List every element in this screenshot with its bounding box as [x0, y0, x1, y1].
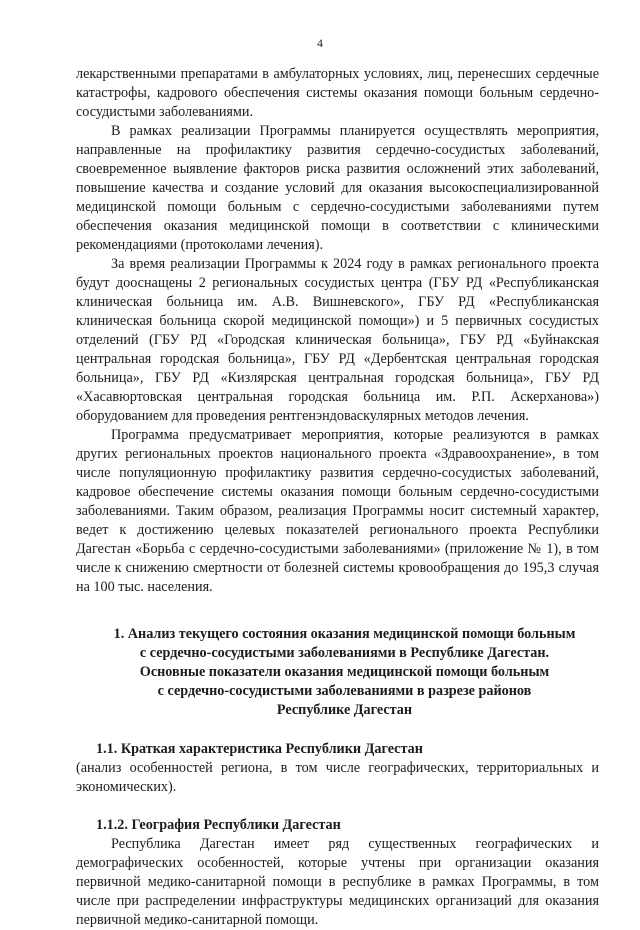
section-1-heading	[76, 625, 599, 720]
paragraph-program-regional-projects: Программа предусматривает мероприятия, которые реализуются в рамках других региональных проектов национального проекта «Здравоохранение», в том числе популяционную профилактику развития сердечно-сосудистых заболеваний, кадровое обеспечение системы оказания помощи больным сердечно-сосудистыми заболеваниями. Таким образом, реализация Программы носит системный характер, ведет к достижению целевых показателей регионального проекта Республики Дагестан «Борьба с сердечно-сосудистыми заболеваниями» (приложение № 1), в том числе к снижению смертности от болезней системы кровообращения до 195,3 случая на 100 тыс. населения.	[76, 427, 599, 595]
section-1-title-line-5: Республике Дагестан	[276, 702, 413, 718]
paragraph-program-measures: В рамках реализации Программы планируется осуществлять мероприятия, направленные на профилактику развития сердечно-сосудистых заболеваний, своевременное выявление факторов риска развития осложнений этих заболеваний, повышение качества и создание условий для оказания высокоспециализированной медицинской помощи больным с сердечно-сосудистыми заболеваниями путем обеспечения оказания медицинской помощи в соответствии с клиническими рекомендациями (протоколами лечения).	[76, 123, 599, 253]
section-1-title-line-3: Основные показатели оказания медицинской помощи больным	[139, 664, 550, 680]
section-1-title-line-1: 1. Анализ текущего состояния оказания медицинской помощи больным	[113, 626, 576, 642]
document-body	[76, 65, 599, 930]
subsection-1-1-2-text: Республика Дагестан имеет ряд существенных географических и демографических особенностей, которые учтены при организации оказания первичной медико-санитарной помощи в республике в рамках Программы, в том числе при распределении инфраструктуры медицинских организаций для оказания первичной медико-санитарной помощи.	[76, 836, 599, 928]
subsection-1-1-2-heading: 1.1.2. География Республики Дагестан	[96, 817, 341, 833]
paragraph-continuation: лекарственными препаратами в амбулаторных условиях, лиц, перенесших сердечные катастрофы, кадрового обеспечения системы оказания помощи больным сердечно-сосудистыми заболеваниями.	[76, 66, 599, 120]
section-1-title-line-4: с сердечно-сосудистыми заболеваниями в разрезе районов	[157, 683, 532, 699]
paragraph-vascular-centers: За время реализации Программы к 2024 году в рамках регионального проекта будут дооснащены 2 региональных сосудистых центра (ГБУ РД «Республиканская клиническая больница им. А.В. Вишневского», ГБУ РД «Республиканская клиническая больница скорой медицинской помощи») и 5 первичных сосудистых отделений (ГБУ РД «Городская клиническая больница», ГБУ РД «Буйнакская центральная городская больница», ГБУ РД «Дербентская центральная городская больница», ГБУ РД «Кизлярская центральная городская больница», ГБУ РД «Хасавюртовская центральная городская больница им. Р.П. Аскерханова») оборудованием для проведения рентгенэндоваскулярных методов лечения.	[76, 256, 599, 424]
subsection-1-1-heading: 1.1. Краткая характеристика Республики Дагестан	[96, 741, 423, 757]
subsection-1-1-note: (анализ особенностей региона, в том числе географических, территориальных и экономических).	[76, 760, 599, 795]
section-1-title-line-2: с сердечно-сосудистыми заболеваниями в Республике Дагестан.	[139, 645, 550, 661]
page-number: 4	[317, 36, 323, 50]
